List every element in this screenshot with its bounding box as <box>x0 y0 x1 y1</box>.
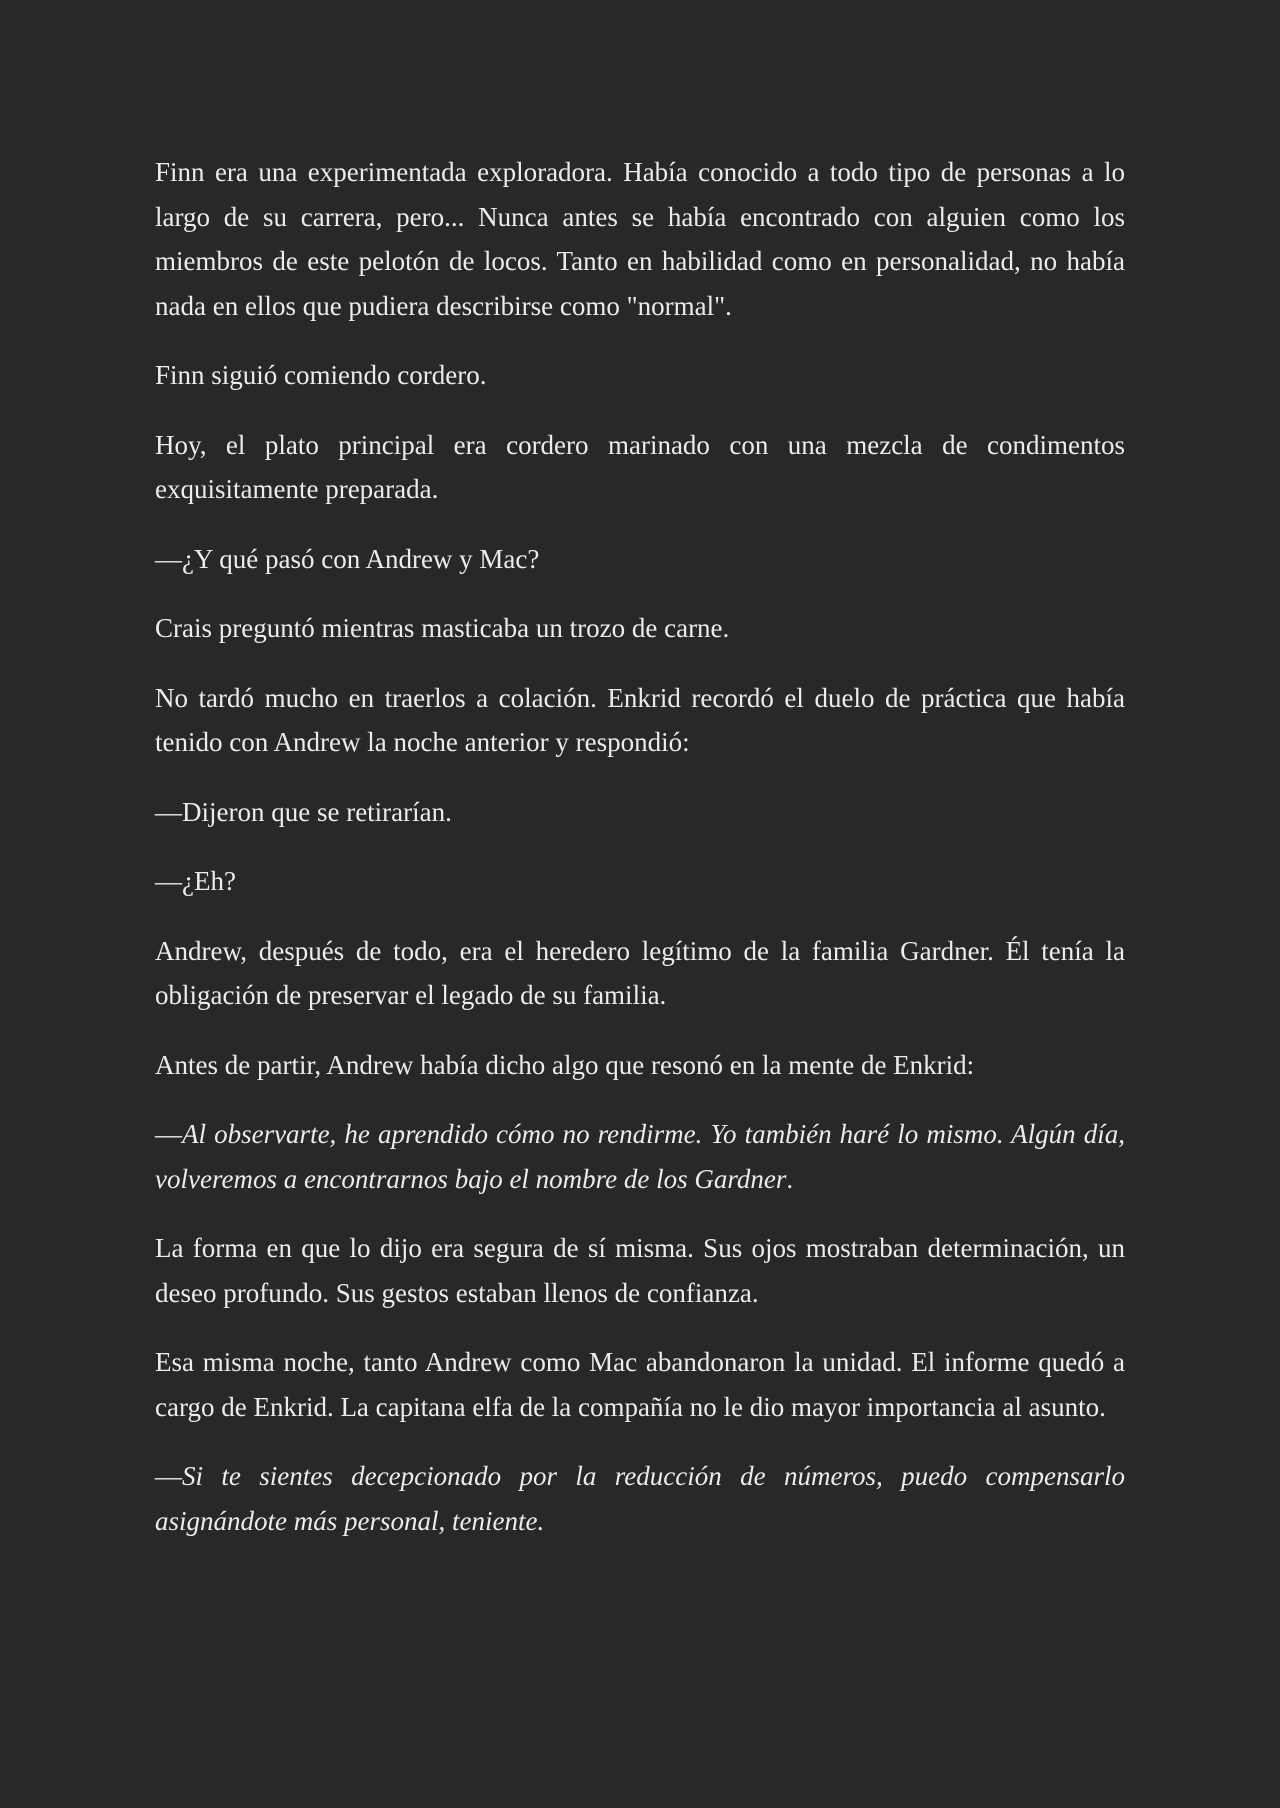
paragraph-enkrid-recalled: No tardó mucho en traerlos a colación. Enkrid recordó el duelo de práctica que había tenido con Andrew la noche anterior y respondió: <box>155 682 1125 757</box>
dialogue-andrew-mac-question: —¿Y qué pasó con Andrew y Mac? <box>155 543 540 574</box>
dialogue-retire: —Dijeron que se retirarían. <box>155 796 452 827</box>
quote-text: Si te sientes decepcionado por la reducción de números, puedo compensarlo asignándote más personal, teniente. <box>155 1461 1125 1536</box>
quote-dash: — <box>155 1461 182 1491</box>
paragraph-finn-explorer: Finn era una experimentada exploradora. Había conocido a todo tipo de personas a lo largo de su carrera, pero... Nunca antes se había encontrado con alguien como los miembros de este pelotón de locos. Tanto en habilidad como en personalidad, no había nada en ellos que pudiera describirse como "normal". <box>155 157 1125 321</box>
paragraph-confident: La forma en que lo dijo era segura de sí misma. Sus ojos mostraban determinación, un deseo profundo. Sus gestos estaban llenos de confianza. <box>155 1233 1125 1308</box>
quote-text: Al observarte, he aprendido cómo no rendirme. Yo también haré lo mismo. Algún día, volveremos a encontrarnos bajo el nombre de los Gardner <box>155 1119 1125 1194</box>
paragraph-andrew-heir: Andrew, después de todo, era el heredero legítimo de la familia Gardner. Él tenía la obligación de preservar el legado de su familia. <box>155 935 1125 1010</box>
quote-period: . <box>786 1163 794 1194</box>
paragraph-crais-asked: Crais preguntó mientras masticaba un trozo de carne. <box>155 613 730 643</box>
paragraph-finn-eating: Finn siguió comiendo cordero. <box>155 360 487 390</box>
italic-quote-andrew <box>155 1112 1125 1201</box>
paragraph-before-leaving: Antes de partir, Andrew había dicho algo que resonó en la mente de Enkrid: <box>155 1049 975 1080</box>
paragraph-main-dish: Hoy, el plato principal era cordero marinado con una mezcla de condimentos exquisitamente preparada. <box>155 429 1125 504</box>
dialogue-eh: —¿Eh? <box>155 866 236 896</box>
paragraph-left-unit: Esa misma noche, tanto Andrew como Mac abandonaron la unidad. El informe quedó a cargo de Enkrid. La capitana elfa de la compañía no le dio mayor importancia al asunto. <box>155 1347 1125 1422</box>
quote-dash: — <box>155 1119 182 1149</box>
italic-quote-captain <box>155 1454 1125 1543</box>
